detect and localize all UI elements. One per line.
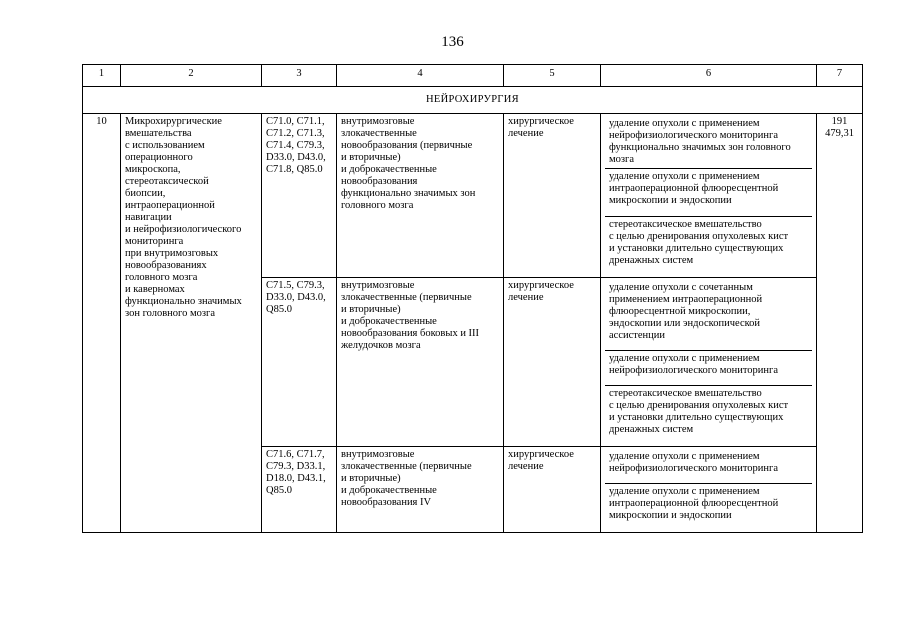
treatment-method: стереотаксическое вмешательство с целью дренирования опухолевых кист и установки длительно существующих дренажных систем: [609, 388, 789, 435]
treatment-method: удаление опухоли с применением интраоперационной флюоресцентной микроскопии и эндоскопии: [605, 169, 812, 217]
icd-codes: C71.0, C71.1, C71.2, C71.3, C71.4, C79.3, D33.0, D43.0, C71.8, Q85.0: [262, 114, 337, 278]
column-header: 3: [262, 65, 337, 87]
treatment-method: удаление опухоли с сочетанным применением интраоперационной флюоресцентной микроскопии, эндоскопии или эндоскопической ассистенции: [605, 280, 812, 351]
column-header: 7: [817, 65, 863, 87]
treatment-methods: [601, 447, 817, 533]
treatment-method: удаление опухоли с применением интраоперационной флюоресцентной микроскопии и эндоскопии: [609, 486, 779, 521]
treatment-method: стереотаксическое вмешательство с целью дренирования опухолевых кист и установки длительно существующих дренажных систем: [609, 219, 789, 266]
column-header: 2: [121, 65, 262, 87]
column-header: 4: [337, 65, 504, 87]
column-header: 6: [601, 65, 817, 87]
icd-codes: C71.6, C71.7, C79.3, D33.1, D18.0, D43.1, Q85.0: [262, 447, 337, 533]
column-header-row: [83, 65, 863, 87]
page-number: 136: [441, 34, 464, 50]
treatment-method: удаление опухоли с применением нейрофизиологического мониторинга: [605, 351, 812, 386]
treatment-type: хирургическое лечение: [504, 114, 601, 278]
treatment-methods: [601, 278, 817, 447]
treatment-method: удаление опухоли с применением нейрофизиологического мониторинга: [605, 449, 812, 484]
row-number: 10: [83, 114, 121, 533]
treatment-type: хирургическое лечение: [504, 447, 601, 533]
care-type-name: Микрохирургические вмешательства с использованием операционного микроскопа, стереотаксической биопсии, интраоперационной навигации и нейрофизиологического мониторинга при внутримозговых новообразованиях головного мозга и каверномах функционально значимых зон головного мозга: [121, 114, 262, 533]
treatment-type: хирургическое лечение: [504, 278, 601, 447]
patient-model: внутримозговые злокачественные (первичные и вторичные) и доброкачественные новообразования боковых и III желудочков мозга: [337, 278, 504, 447]
table-row: [83, 114, 863, 278]
cost-value: 191 479,31: [817, 114, 863, 533]
medical-care-table: [82, 64, 863, 533]
patient-model: внутримозговые злокачественные (первичные и вторичные) и доброкачественные новообразования IV: [337, 447, 504, 533]
section-title: НЕЙРОХИРУРГИЯ: [83, 87, 863, 114]
patient-model: внутримозговые злокачественные новообразования (первичные и вторичные) и доброкачественные новообразования функционально значимых зон головного мозга: [337, 114, 504, 278]
icd-codes: C71.5, C79.3, D33.0, D43.0, Q85.0: [262, 278, 337, 447]
column-header: 5: [504, 65, 601, 87]
treatment-methods: [601, 114, 817, 278]
column-header: 1: [83, 65, 121, 87]
treatment-method: удаление опухоли с применением нейрофизиологического мониторинга функционально значимых зон головного мозга: [605, 116, 812, 169]
section-row: [83, 87, 863, 114]
